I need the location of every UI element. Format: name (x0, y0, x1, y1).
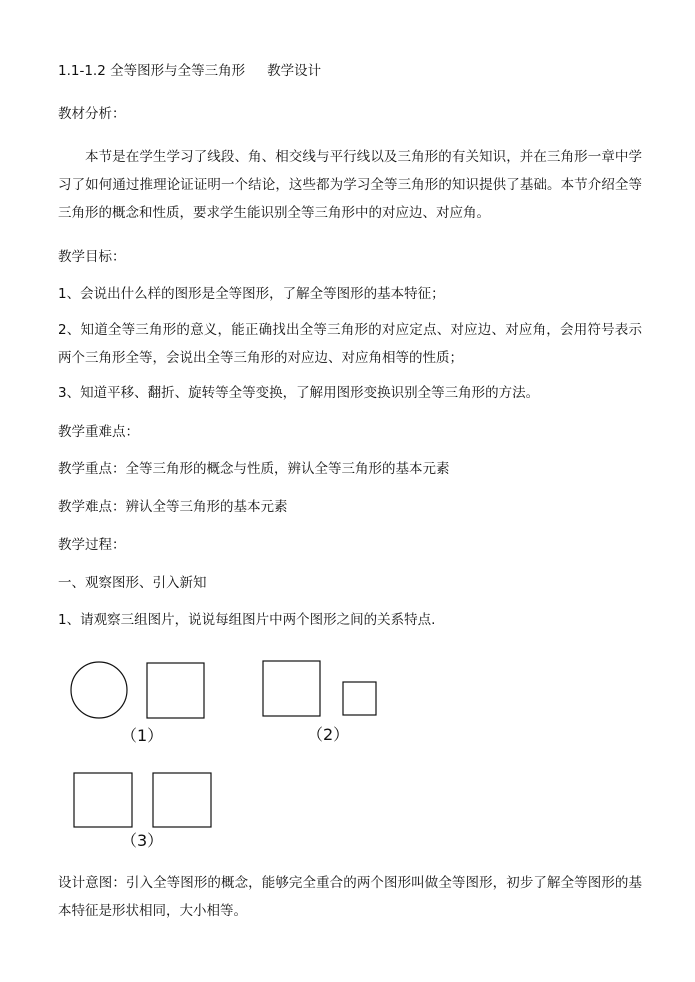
key-point-focus: 教学重点：全等三角形的概念与性质，辨认全等三角形的基本元素 (58, 461, 450, 477)
figure-group-3 (74, 773, 211, 850)
circle-shape (71, 662, 127, 718)
title-text: 1.1-1.2 全等图形与全等三角形 (58, 63, 246, 79)
left-square-shape (74, 773, 132, 827)
goals-heading: 教学目标： (58, 249, 126, 265)
subtitle-text: 教学设计 (267, 63, 322, 79)
figure-label-2: （2） (307, 725, 350, 744)
right-square-shape (153, 773, 211, 827)
goal-item-2: 2、知道全等三角形的意义，能正确找出全等三角形的对应定点、对应边、对应角，会用符号表示两个三角形全等，会说出全等三角形的对应边、对应角相等的性质； (58, 322, 642, 366)
goal-item-3: 3、知道平移、翻折、旋转等全等变换，了解用图形变换识别全等三角形的方法。 (58, 385, 540, 401)
design-intent: 设计意图：引入全等图形的概念，能够完全重合的两个图形叫做全等图形，初步了解全等图形的基本特征是形状相同，大小相等。 (58, 875, 642, 919)
figure-group-1 (71, 662, 204, 745)
analysis-heading: 教材分析： (58, 106, 126, 122)
figure-label-1: （1） (121, 726, 164, 745)
section-observe-heading: 一、观察图形、引入新知 (58, 575, 207, 591)
analysis-paragraph: 本节是在学生学习了线段、角、相交线与平行线以及三角形的有关知识，并在三角形一章中学习了如何通过推理论证证明一个结论，这些都为学习全等三角形的知识提供了基础。本节介绍全等三角形的概念和性质，要求学生能识别全等三角形中的对应边、对应角。 (58, 149, 642, 221)
figure-group-2 (263, 661, 376, 744)
key-points-heading: 教学重难点： (58, 424, 139, 440)
process-heading: 教学过程： (58, 537, 126, 553)
goal-item-1: 1、会说出什么样的图形是全等图形，了解全等图形的基本特征； (58, 286, 445, 302)
square-shape (147, 663, 204, 718)
step-1-instruction: 1、请观察三组图片，说说每组图片中两个图形之间的关系特点. (58, 612, 436, 628)
large-square-shape (263, 661, 320, 716)
small-square-shape (343, 682, 376, 715)
figure-label-3: （3） (121, 831, 164, 850)
key-point-difficulty: 教学难点：辨认全等三角形的基本元素 (58, 499, 288, 515)
